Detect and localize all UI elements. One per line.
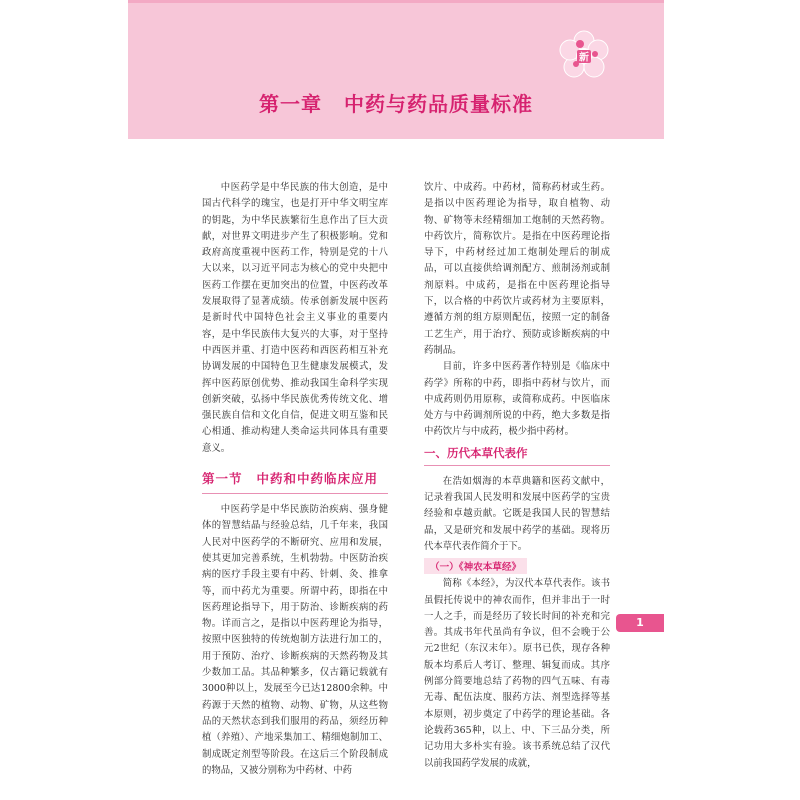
header-top-strip xyxy=(128,0,664,3)
subsection-heading: 一、历代本草代表作 xyxy=(424,445,610,466)
section-title: 中药和中药临床应用 xyxy=(256,471,379,487)
chapter-number: 第一章 xyxy=(259,92,322,116)
page-number-tab: 1 xyxy=(616,614,664,632)
left-column xyxy=(202,180,388,779)
paragraph-2: 目前，许多中医药著作特别是《临床中药学》所称的中药，即指中药材与饮片，而中成药则仍用原称，或简称成药。中医临床处方与中药调剂所说的中药，绝大多数是指中药饮片与中成药，极少指中药材。 xyxy=(424,361,610,438)
flower-emblem-icon xyxy=(558,30,610,82)
section-body-paragraph: 中医药学是中华民族防治疾病、强身健体的智慧结晶与经验总结，几千年来，我国人民对中医药学的不断研究、应用和发展，使其更加完善系统，生机勃勃。中医防治疾病的医疗手段主要有中药、针刺、灸、推拿等，而中药尤为重要。所谓中药，即指在中医药理论指导下，用于防治、诊断疾病的药物。详而言之，是指以中医药理论为指导，按照中医独特的传统炮制方法进行加工的，用于预防、治疗、诊断疾病的天然药物及其少数加工品。其品种繁多，仅古籍记载就有3000种以上，发展至今已达12800余种。中药源于天然的植物、动物、矿物，从这些物品的天然状态到我们服用的药品，须经历种植（养殖）、产地采集加工、精细炮制加工、制成既定剂型等阶段。在这后三个阶段制成的物品，又被分别称为中药材、中药 xyxy=(202,504,388,776)
right-column xyxy=(424,180,610,772)
paragraph-3: 在浩如烟海的本草典籍和医药文献中，记录着我国人民发明和发展中医药学的宝贵经验和卓越贡献。它既是我国人民的智慧结晶，又是研究和发展中药学的基础。现将历代本草代表作简介于下。 xyxy=(424,475,610,552)
paragraph-4: 简称《本经》，为汉代本草代表作。该书虽假托传说中的神农而作，但并非出于一时一人之手，而是经历了较长时间的补充和完善。其成书年代虽尚有争议，但不会晚于公元2世纪（东汉末年）。原书已佚，现存各种版本均系后人考订、整理、辑复而成。其序例部分简要地总结了药物的四气五味、有毒无毒、配伍法度、服药方法、剂型选择等基本原则，初步奠定了中药学的理论基础。各论载药365种，以上、中、下三品分类，所记功用大多朴实有验。该书系统总结了汉代以前我国药学发展的成就， xyxy=(424,578,610,769)
continued-paragraph: 饮片、中成药。中药材，简称药材或生药。是指以中医药理论为指导，取自植物、动物、矿物等未经精细加工炮制的天然药物。中药饮片，简称饮片。是指在中医药理论指导下，中药材经过加工炮制处理后的制成品，可以直接供给调剂配方、煎制汤剂或制剂原料。中成药，是指在中医药理论指导下，以合格的中药饮片或药材为主要原料，遵循方剂的组方原则配伍，按照一定的制备工艺生产，用于治疗、预防或诊断疾病的中药制品。 xyxy=(424,182,610,356)
emblem-label: 新 xyxy=(579,52,589,64)
chapter-title xyxy=(128,88,664,117)
section-heading xyxy=(202,461,388,494)
section-number: 第一节 xyxy=(202,471,243,487)
subsubsection-heading: （一）《神农本草经》 xyxy=(424,558,527,574)
chapter-name: 中药与药品质量标准 xyxy=(344,92,533,116)
intro-paragraph: 中医药学是中华民族的伟大创造，是中国古代科学的瑰宝，也是打开中华文明宝库的钥匙，为中华民族繁衍生息作出了巨大贡献，对世界文明进步产生了积极影响。党和政府高度重视中医药工作，特别是党的十八大以来，以习近平同志为核心的党中央把中医药工作摆在更加突出的位置，中医药改革发展取得了显著成绩。传承创新发展中医药是新时代中国特色社会主义事业的重要内容，是中华民族伟大复兴的大事，对于坚持中西医并重、打造中医药和西医药相互补充协调发展的中国特色卫生健康发展模式，发挥中医药原创优势、推动我国生命科学实现创新突破，弘扬中华民族优秀传统文化、增强民族自信和文化自信，促进文明互鉴和民心相通、推动构建人类命运共同体具有重要意义。 xyxy=(202,182,388,454)
